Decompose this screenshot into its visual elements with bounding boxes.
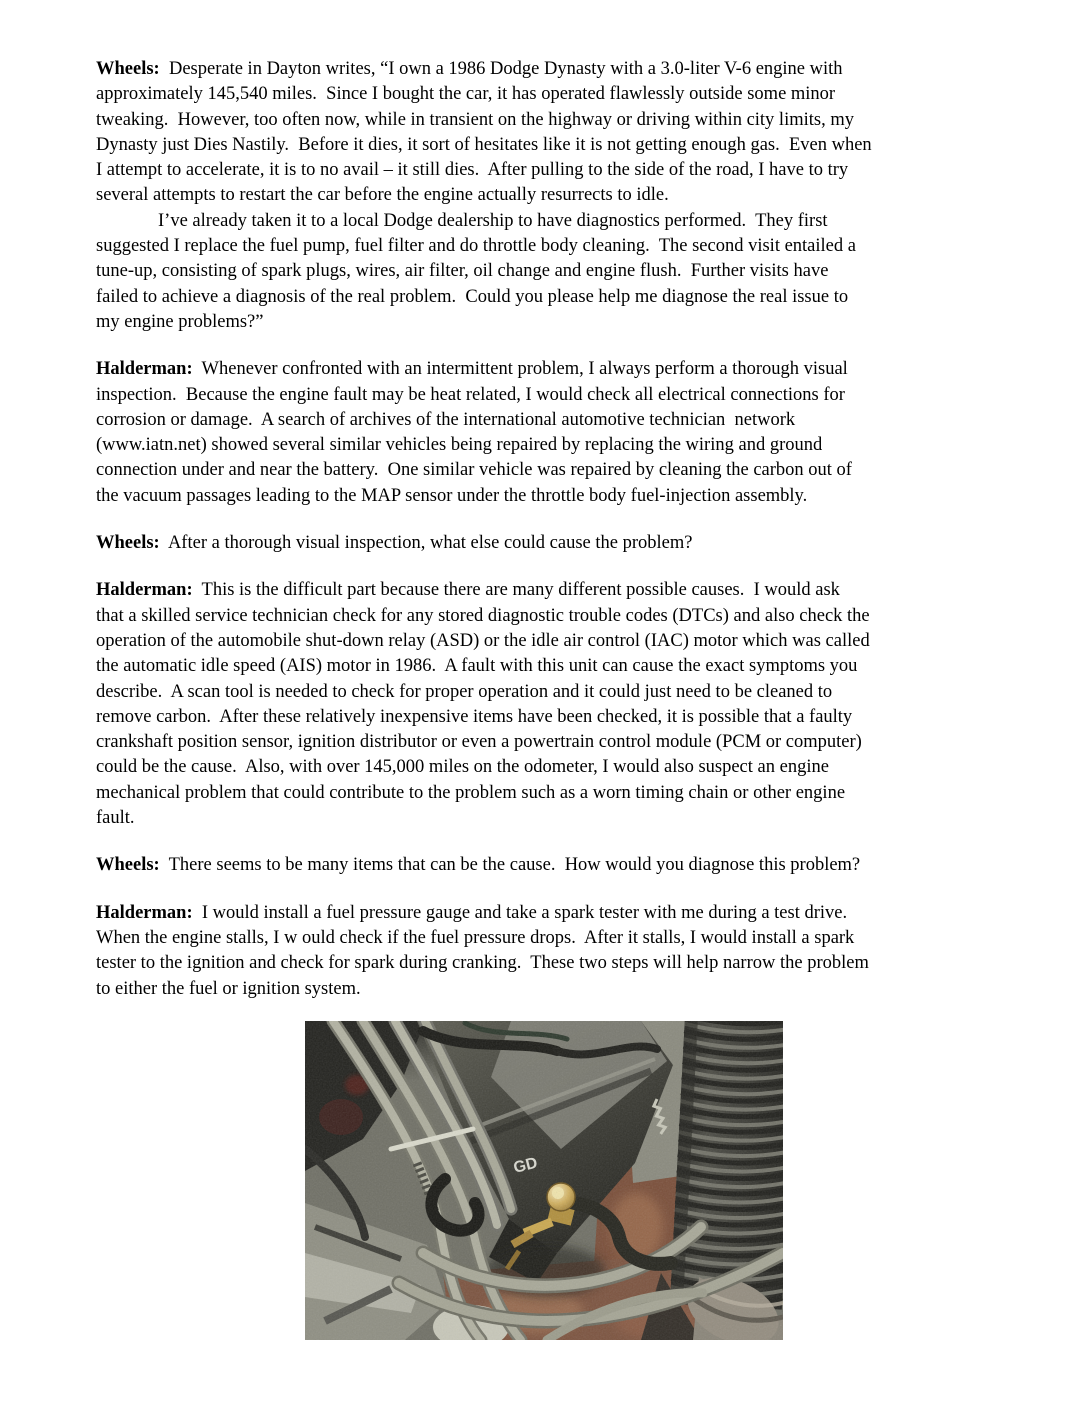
speaker-label: Wheels: (96, 855, 160, 876)
text-line: describe. A scan tool is needed to check for proper operation and it could just need to be cleaned to (96, 681, 833, 702)
text-line: Wheels: Desperate in Dayton writes, “I own a 1986 Dodge Dynasty with a 3.0-liter V-6 engine with (96, 59, 843, 79)
text-line: Halderman: I would install a fuel pressure gauge and take a spark tester with me during a test drive. (96, 902, 848, 923)
text-line: fault. (96, 808, 135, 829)
text-line: to either the fuel or ignition system. (96, 978, 361, 999)
text-line: tweaking. However, too often now, while in transient on the highway or driving within city limits, my (96, 109, 854, 130)
paragraph (96, 209, 1006, 335)
text-line: remove carbon. After these relatively inexpensive items have been checked, it is possible that a faulty (96, 706, 853, 727)
text-line: the automatic idle speed (AIS) motor in 1986. A fault with this unit can cause the exact symptoms you (96, 656, 858, 677)
text-line: tester to the ignition and check for spark during cranking. These two steps will help narrow the problem (96, 953, 869, 974)
text-line: crankshaft position sensor, ignition distributor or even a powertrain control module (PCM or computer) (96, 732, 862, 753)
article-body (96, 57, 1006, 1002)
text-line: I attempt to accelerate, it is to no avail – it still dies. After pulling to the side of the road, I have to try (96, 160, 849, 181)
text-line: could be the cause. Also, with over 145,000 miles on the odometer, I would also suspect an engine (96, 757, 829, 778)
paragraph (96, 578, 1006, 831)
text-line: Dynasty just Dies Nastily. Before it dies, it sort of hesitates like it is not getting enough gas. Even when (96, 134, 872, 155)
text-line: operation of the automobile shut-down relay (ASD) or the idle air control (IAC) motor which was called (96, 630, 870, 651)
text-line: mechanical problem that could contribute to the problem such as a worn timing chain or other engine (96, 782, 846, 803)
text-line: the vacuum passages leading to the MAP sensor under the throttle body fuel-injection assembly. (96, 485, 808, 506)
text-line: When the engine stalls, I w ould check if the fuel pressure drops. After it stalls, I would install a spark (96, 927, 855, 948)
paragraph (96, 531, 1006, 556)
paragraph (96, 901, 1006, 1002)
text-line: Wheels: After a thorough visual inspection, what else could cause the problem? (96, 533, 693, 554)
speaker-label: Wheels: (96, 59, 160, 79)
text-line: that a skilled service technician check for any stored diagnostic trouble codes (DTCs) and also check the (96, 605, 870, 626)
valve-cover-marking: GD (511, 1154, 540, 1177)
text-line: several attempts to restart the car before the engine actually resurrects to idle. (96, 185, 669, 206)
text-line: Halderman: This is the difficult part because there are many different possible causes. I would ask (96, 580, 840, 601)
text-line: suggested I replace the fuel pump, fuel filter and do throttle body cleaning. The second visit entailed a (96, 236, 856, 257)
paragraph (96, 853, 1006, 878)
text-line: inspection. Because the engine fault may be heat related, I would check all electrical connections for (96, 384, 845, 405)
speaker-label: Halderman: (96, 580, 193, 601)
text-line: failed to achieve a diagnosis of the real problem. Could you please help me diagnose the real issue to (96, 286, 849, 307)
engine-photo (305, 1021, 783, 1340)
text-line: corrosion or damage. A search of archives of the international automotive technician network (96, 409, 796, 430)
text-line: connection under and near the battery. One similar vehicle was repaired by cleaning the carbon out of (96, 460, 852, 481)
paragraph (96, 357, 1006, 509)
text-line: Wheels: There seems to be many items that can be the cause. How would you diagnose this problem? (96, 855, 861, 876)
text-line: approximately 145,540 miles. Since I bought the car, it has operated flawlessly outside some minor (96, 84, 836, 105)
text-line: (www.iatn.net) showed several similar vehicles being repaired by replacing the wiring and ground (96, 435, 823, 456)
engine-photo-graphic (305, 1021, 783, 1340)
text-line: Halderman: Whenever confronted with an intermittent problem, I always perform a thorough visual (96, 359, 848, 380)
speaker-label: Wheels: (96, 533, 160, 554)
text-line: tune-up, consisting of spark plugs, wires, air filter, oil change and engine flush. Further visits have (96, 261, 829, 282)
paragraph (96, 57, 1006, 209)
speaker-label: Halderman: (96, 902, 193, 923)
text-line: my engine problems?” (96, 311, 264, 332)
text-line: I’ve already taken it to a local Dodge dealership to have diagnostics performed. They first (158, 210, 828, 231)
speaker-label: Halderman: (96, 359, 193, 380)
